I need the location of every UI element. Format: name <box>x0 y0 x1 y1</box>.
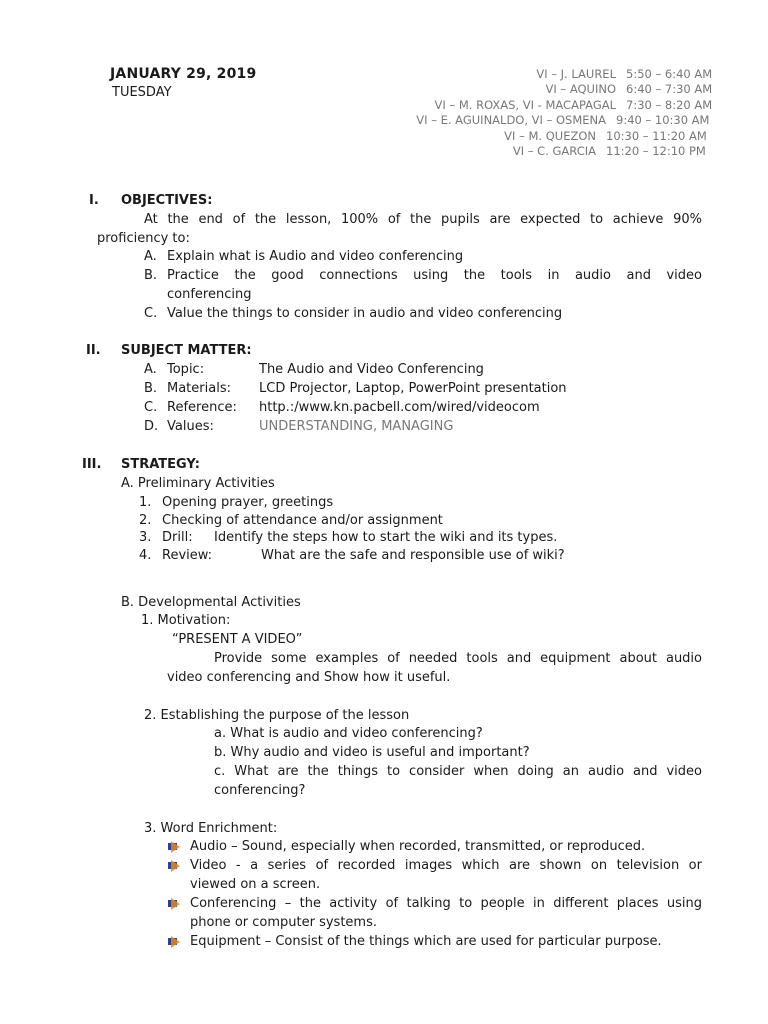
objective-letter: C. <box>144 306 158 321</box>
motivation-text-line2: video conferencing and Show how it useful. <box>167 670 451 685</box>
subject-letter: A. <box>144 362 157 377</box>
schedule-section: VI – M. QUEZON <box>504 128 596 143</box>
schedule-time: 11:20 – 12:10 PM <box>606 144 706 159</box>
developmental-heading: B. Developmental Activities <box>121 595 301 610</box>
objective-text: Explain what is Audio and video conferencing <box>167 249 464 264</box>
purpose-heading: 2. Establishing the purpose of the lesson <box>144 708 410 723</box>
enrichment-term: Conferencing – the activity of talking to people in different places using <box>190 896 702 911</box>
subject-label: Materials: <box>167 381 231 396</box>
section-numeral-objectives: I. <box>89 193 99 208</box>
enrichment-term-cont: phone or computer systems. <box>190 915 377 930</box>
activity-num: 4. <box>139 548 152 563</box>
schedule-section: VI – C. GARCIA <box>512 144 596 159</box>
motivation-heading: 1. Motivation: <box>141 613 231 628</box>
enrichment-term-cont: viewed on a screen. <box>190 877 321 892</box>
motivation-subtitle: “PRESENT A VIDEO” <box>172 632 303 647</box>
arrow-bullet-icon <box>168 841 180 853</box>
objective-text: Value the things to consider in audio and video conferencing <box>167 306 563 321</box>
schedule-time: 7:30 – 8:20 AM <box>626 97 713 112</box>
subject-letter: B. <box>144 381 158 396</box>
schedule-row <box>416 97 713 113</box>
arrow-bullet-icon <box>168 860 180 872</box>
schedule-section: VI – J. LAUREL <box>536 67 616 81</box>
enrichment-term: Video - a series of recorded images which are shown on television or <box>190 858 702 873</box>
schedule-section: VI – AQUINO <box>545 82 616 97</box>
activity-label: Drill: <box>162 530 193 545</box>
subject-value-reference: http.:/www.kn.pacbell.com/wired/videocom <box>259 400 540 415</box>
schedule-row <box>416 128 707 144</box>
objective-text-cont: conferencing <box>167 287 252 302</box>
objectives-intro-line2: proficiency to: <box>97 231 190 246</box>
activity-text: Opening prayer, greetings <box>162 495 334 510</box>
schedule-section: VI – M. ROXAS, VI - MACAPAGAL <box>434 97 616 112</box>
enrichment-heading: 3. Word Enrichment: <box>144 821 278 836</box>
schedule-time: 9:40 – 10:30 AM <box>616 113 710 128</box>
objective-letter: B. <box>144 268 158 283</box>
lesson-day: TUESDAY <box>112 85 172 100</box>
subject-label: Reference: <box>167 400 237 415</box>
purpose-question: a. What is audio and video conferencing? <box>214 726 483 741</box>
purpose-question: b. Why audio and video is useful and important? <box>214 745 530 760</box>
section-title-subject: SUBJECT MATTER: <box>121 343 252 358</box>
preliminary-heading: A. Preliminary Activities <box>121 476 275 491</box>
objectives-intro-line1: At the end of the lesson, 100% of the pupils are expected to achieve 90% <box>144 212 702 227</box>
activity-text: What are the safe and responsible use of wiki? <box>261 548 565 563</box>
schedule-time: 10:30 – 11:20 AM <box>606 128 707 143</box>
arrow-bullet-icon <box>168 898 180 910</box>
activity-label: Review: <box>162 548 213 563</box>
schedule-row <box>416 113 710 128</box>
activity-text: Checking of attendance and/or assignment <box>162 513 443 528</box>
subject-value: LCD Projector, Laptop, PowerPoint presentation <box>259 381 567 396</box>
objective-letter: A. <box>144 249 157 264</box>
section-title-strategy: STRATEGY: <box>121 457 200 472</box>
enrichment-term: Audio – Sound, especially when recorded, transmitted, or reproduced. <box>190 839 646 854</box>
section-numeral-strategy: III. <box>82 457 102 472</box>
motivation-text-line1: Provide some examples of needed tools and equipment about audio <box>214 651 702 666</box>
schedule-row <box>416 67 713 82</box>
purpose-question-cont: conferencing? <box>214 783 306 798</box>
schedule-section: VI – E. AGUINALDO, VI – OSMENA <box>416 113 606 128</box>
schedule-row <box>416 144 706 159</box>
subject-label: Values: <box>167 419 214 434</box>
objective-text: Practice the good connections using the tools in audio and video <box>167 268 702 283</box>
lesson-date: JANUARY 29, 2019 <box>110 66 257 82</box>
subject-value: The Audio and Video Conferencing <box>259 362 484 377</box>
activity-num: 1. <box>139 495 152 510</box>
class-schedule <box>416 67 713 159</box>
activity-text: Identify the steps how to start the wiki and its types. <box>214 530 558 545</box>
activity-num: 3. <box>139 530 152 545</box>
subject-value-values: UNDERSTANDING, MANAGING <box>259 419 454 434</box>
subject-letter: D. <box>144 419 159 434</box>
subject-label: Topic: <box>167 362 205 377</box>
section-numeral-subject: II. <box>86 343 101 358</box>
schedule-row <box>416 82 713 97</box>
schedule-time: 6:40 – 7:30 AM <box>626 82 713 97</box>
enrichment-term: Equipment – Consist of the things which are used for particular purpose. <box>190 934 662 949</box>
activity-num: 2. <box>139 513 152 528</box>
purpose-question: c. What are the things to consider when doing an audio and video <box>214 764 702 779</box>
schedule-time: 5:50 – 6:40 AM <box>626 67 713 81</box>
section-title-objectives: OBJECTIVES: <box>121 193 213 208</box>
subject-letter: C. <box>144 400 158 415</box>
arrow-bullet-icon <box>168 936 180 948</box>
